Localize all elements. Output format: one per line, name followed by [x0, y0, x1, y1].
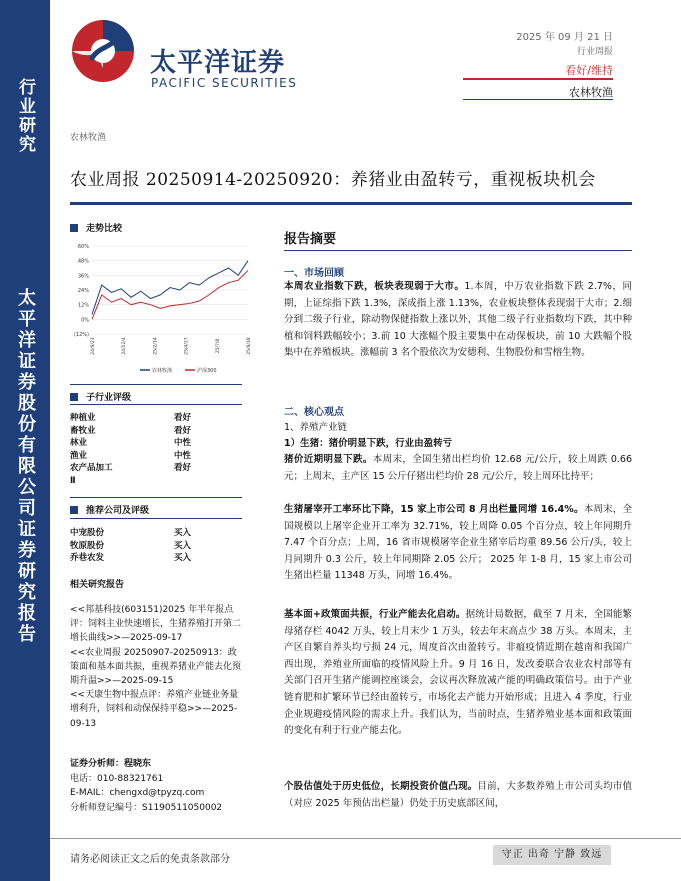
- x-tick-label: 25/7/8: [215, 338, 221, 354]
- subsection-title: 1、养殖产业链: [284, 422, 348, 433]
- recommend-rating: 买入: [174, 528, 192, 538]
- recommend-row: [70, 540, 210, 553]
- section-core-views: 二、核心观点: [284, 407, 344, 418]
- sub-ratings-table: [70, 412, 242, 487]
- related-heading: 相关研究报告: [70, 580, 125, 590]
- y-tick-label: 12%: [77, 302, 89, 309]
- recommend-table: [70, 527, 242, 565]
- slaughter-paragraph: 生猪屠宰开工率环比下降，15 家上市公司 8 月出栏量同增 16.4%。本周末，全国规模以上屠宰企业开工率为 32.71%，较上周降 0.05 个百分点，较上年同期升 7.47 个百分点；上周，16 省市规模屠宰企业生猪宰后均重 89.56 公斤/头，较上月同期升 0.3 公斤，较上年同期降 2.05 公斤； 2025 年 1-8 月，15 家上市公司生猪出栏量 11348 万头，同增 16.4%。: [284, 504, 632, 582]
- section-market-review: 一、市场回顾: [284, 268, 344, 279]
- trend-heading: 走势比较: [70, 221, 242, 234]
- recommend-rating: 买入: [174, 553, 192, 563]
- sidebar-bottom: [0, 228, 50, 881]
- pig-price-paragraph: 猪价近期明显下跌。本周末，全国生猪出栏均价 12.68 元/公斤，较上周跌 0.66 元；上周末，主产区 15 公斤仔猪出栏均价 28 元/公斤，较上周环比持平；: [284, 454, 632, 482]
- related-report-link[interactable]: <<农业周报 20250907-20250913：政策面和基本面共振，重视养猪业产能去化预期升温>>—2025-09-15: [70, 647, 242, 687]
- sub-rating-row: [70, 450, 210, 463]
- related-report-link[interactable]: <<天康生物中报点评：养殖产业链业务量增利升，饲料和动保保持平稳>>—2025-09-13: [70, 690, 239, 729]
- sub-rating-name: 农产品加工: [70, 463, 113, 473]
- analyst-phone: 电话：010-88321761: [70, 773, 164, 784]
- y-tick-label: 0%: [81, 317, 89, 324]
- divider: [70, 404, 242, 405]
- report-type: 行业周报: [576, 47, 613, 57]
- point-title: 1）生猪：猪价明显下跌，行业由盈转亏: [284, 438, 453, 449]
- sub-rating-rating: 看好: [174, 463, 192, 473]
- sub-rating-name: 畜牧业: [70, 425, 96, 436]
- capacity-paragraph: 基本面+政策面共振，行业产能去化启动。据统计局数据，截至 7 月末，全国能繁母猪存栏 4042 万头，较上月末少 1 万头，较去年末高点少 38 万头。本周末，主产区自繁自养头均亏损 24 元，周度首次由盈转亏。非瘟疫情近期在越南和我国广西出现，养殖业所面临的疫情风险上升。9 月 16 日，发改委联合农业农村部等有关部门召开生猪产能调控座谈会，会议再次释放减产能的明确政策信号。由于产业链育肥和扩繁环节已经由盈转亏，市场化去产能力开始形成；且进入 4 季度，行业企业规避疫情风险的需求上升。我们认为，当前时点，生猪养殖业基本面和政策面的变化有利于行业产能去化。: [284, 609, 632, 737]
- sub-rating-rating: [174, 475, 210, 488]
- sub-rating-name: Ⅱ: [70, 475, 76, 486]
- y-tick-label: 48%: [77, 258, 89, 265]
- recommend-name: 中宠股份: [70, 528, 105, 538]
- summary-heading: 报告摘要: [284, 232, 337, 247]
- y-tick-label: 60%: [77, 244, 89, 250]
- recommend-heading: 推荐公司及评级: [70, 503, 242, 516]
- industry-name: 农林牧渔: [569, 86, 613, 99]
- x-tick-label: 25/4/27: [184, 337, 190, 355]
- x-tick-label: 24/12/4: [122, 337, 128, 355]
- sub-rating-row: [70, 425, 210, 438]
- divider: [284, 250, 632, 251]
- sub-rating-row: [70, 412, 210, 425]
- valuation-paragraph: 个股估值处于历史低位，长期投资价值凸现。目前，大多数养殖上市公司头均市值（对应 2025 年预估出栏量）仍处于历史底部区间，: [284, 781, 632, 809]
- sub-rating-row: [70, 462, 210, 475]
- legend-label: 农林牧渔: [152, 368, 173, 374]
- sub-rating-name: 渔业: [70, 450, 88, 461]
- sidebar-top-label: 行业研究: [15, 78, 35, 154]
- section-marker-icon: [70, 506, 78, 514]
- sub-rating-rating: 看好: [174, 413, 192, 423]
- divider: [70, 384, 242, 385]
- x-tick-label: 25/2/14: [153, 337, 159, 355]
- related-report-link[interactable]: <<邦基科技(603151)2025 年半年报点评：饲料主业快速增长，生猪养殖打开第二增长曲线>>—2025-09-17: [70, 605, 242, 644]
- sub-ratings-heading: 子行业评级: [70, 390, 242, 403]
- recommend-name: 牧原股份: [70, 540, 105, 551]
- sub-rating-rating: 看好: [174, 425, 192, 436]
- recommend-rating: 买入: [174, 540, 192, 551]
- y-tick-label: 24%: [77, 288, 89, 294]
- divider: [70, 497, 242, 498]
- footer-motto: 守正 出奇 宁静 致远: [493, 845, 611, 865]
- sub-rating-name: 林业: [70, 438, 88, 448]
- report-date: 2025 年 09 月 21 日: [516, 32, 613, 43]
- industry-rating: 看好/维持: [565, 64, 613, 77]
- x-tick-label: 25/9/18: [247, 337, 252, 355]
- section-marker-icon: [70, 393, 78, 401]
- logo-text-cn: 太平洋证券: [150, 48, 286, 78]
- header-red-rule: [463, 78, 613, 80]
- sidebar-top: [0, 0, 50, 228]
- sub-rating-rating: 中性: [174, 450, 192, 461]
- analyst-name: 证券分析师：程晓东: [70, 759, 152, 769]
- analyst-email[interactable]: E-MAIL：chengxd@tpyzq.com: [70, 788, 205, 798]
- title-rule: [70, 202, 632, 205]
- page-title: 农业周报 20250914-20250920：养猪业由盈转亏，重视板块机会: [70, 170, 596, 190]
- pacific-logo-icon: [70, 18, 136, 84]
- footer-rule: [50, 838, 681, 839]
- series-line-hs300: [92, 270, 248, 319]
- logo-text-en: PACIFIC SECURITIES: [151, 76, 298, 90]
- sub-rating-row: [70, 437, 210, 450]
- analyst-cert: 分析师登记编号：S1190511050002: [70, 802, 223, 813]
- y-tick-label: (12%): [73, 332, 89, 338]
- footer-disclaimer: 请务必阅读正文之后的免责条款部分: [70, 854, 230, 865]
- y-tick-label: 36%: [77, 273, 89, 280]
- recommend-name: 乔巷农发: [70, 553, 105, 563]
- sidebar-bottom-label: 太平洋证券股份有限公司证券研究报告: [15, 288, 36, 645]
- trend-chart: [70, 238, 255, 378]
- legend-label: 沪深300: [197, 368, 217, 374]
- section-marker-icon: [70, 224, 78, 232]
- market-review-text: 本周农业指数下跌，板块表现弱于大市。1.本周，中万农业指数下跌 2.7%，同期，上证综指下跌 1.3%，深成指上涨 1.13%，农业板块整体表现弱于大市；2.细分到二级子行业，除动物保健指数上涨以外，其他二级子行业指数均下跌，其中种植和饲料跌幅较小；3.前 10 大涨幅个股主要集中在动保板块，前 10 大跌幅个股集中在养殖板块。涨幅前 3 名个股依次为安德利、生物股份和雪榕生物。: [284, 281, 632, 359]
- x-tick-label: 24/9/23: [91, 337, 96, 355]
- sub-rating-name: 种植业: [70, 413, 96, 423]
- recommend-row: [70, 527, 210, 540]
- breadcrumb: 农林牧渔: [70, 133, 107, 143]
- sub-rating-row: [70, 475, 210, 488]
- header-blue-rule: [463, 99, 613, 100]
- related-list: [70, 603, 242, 731]
- recommend-row: [70, 552, 210, 565]
- sub-rating-rating: 中性: [174, 438, 192, 448]
- divider: [70, 518, 242, 519]
